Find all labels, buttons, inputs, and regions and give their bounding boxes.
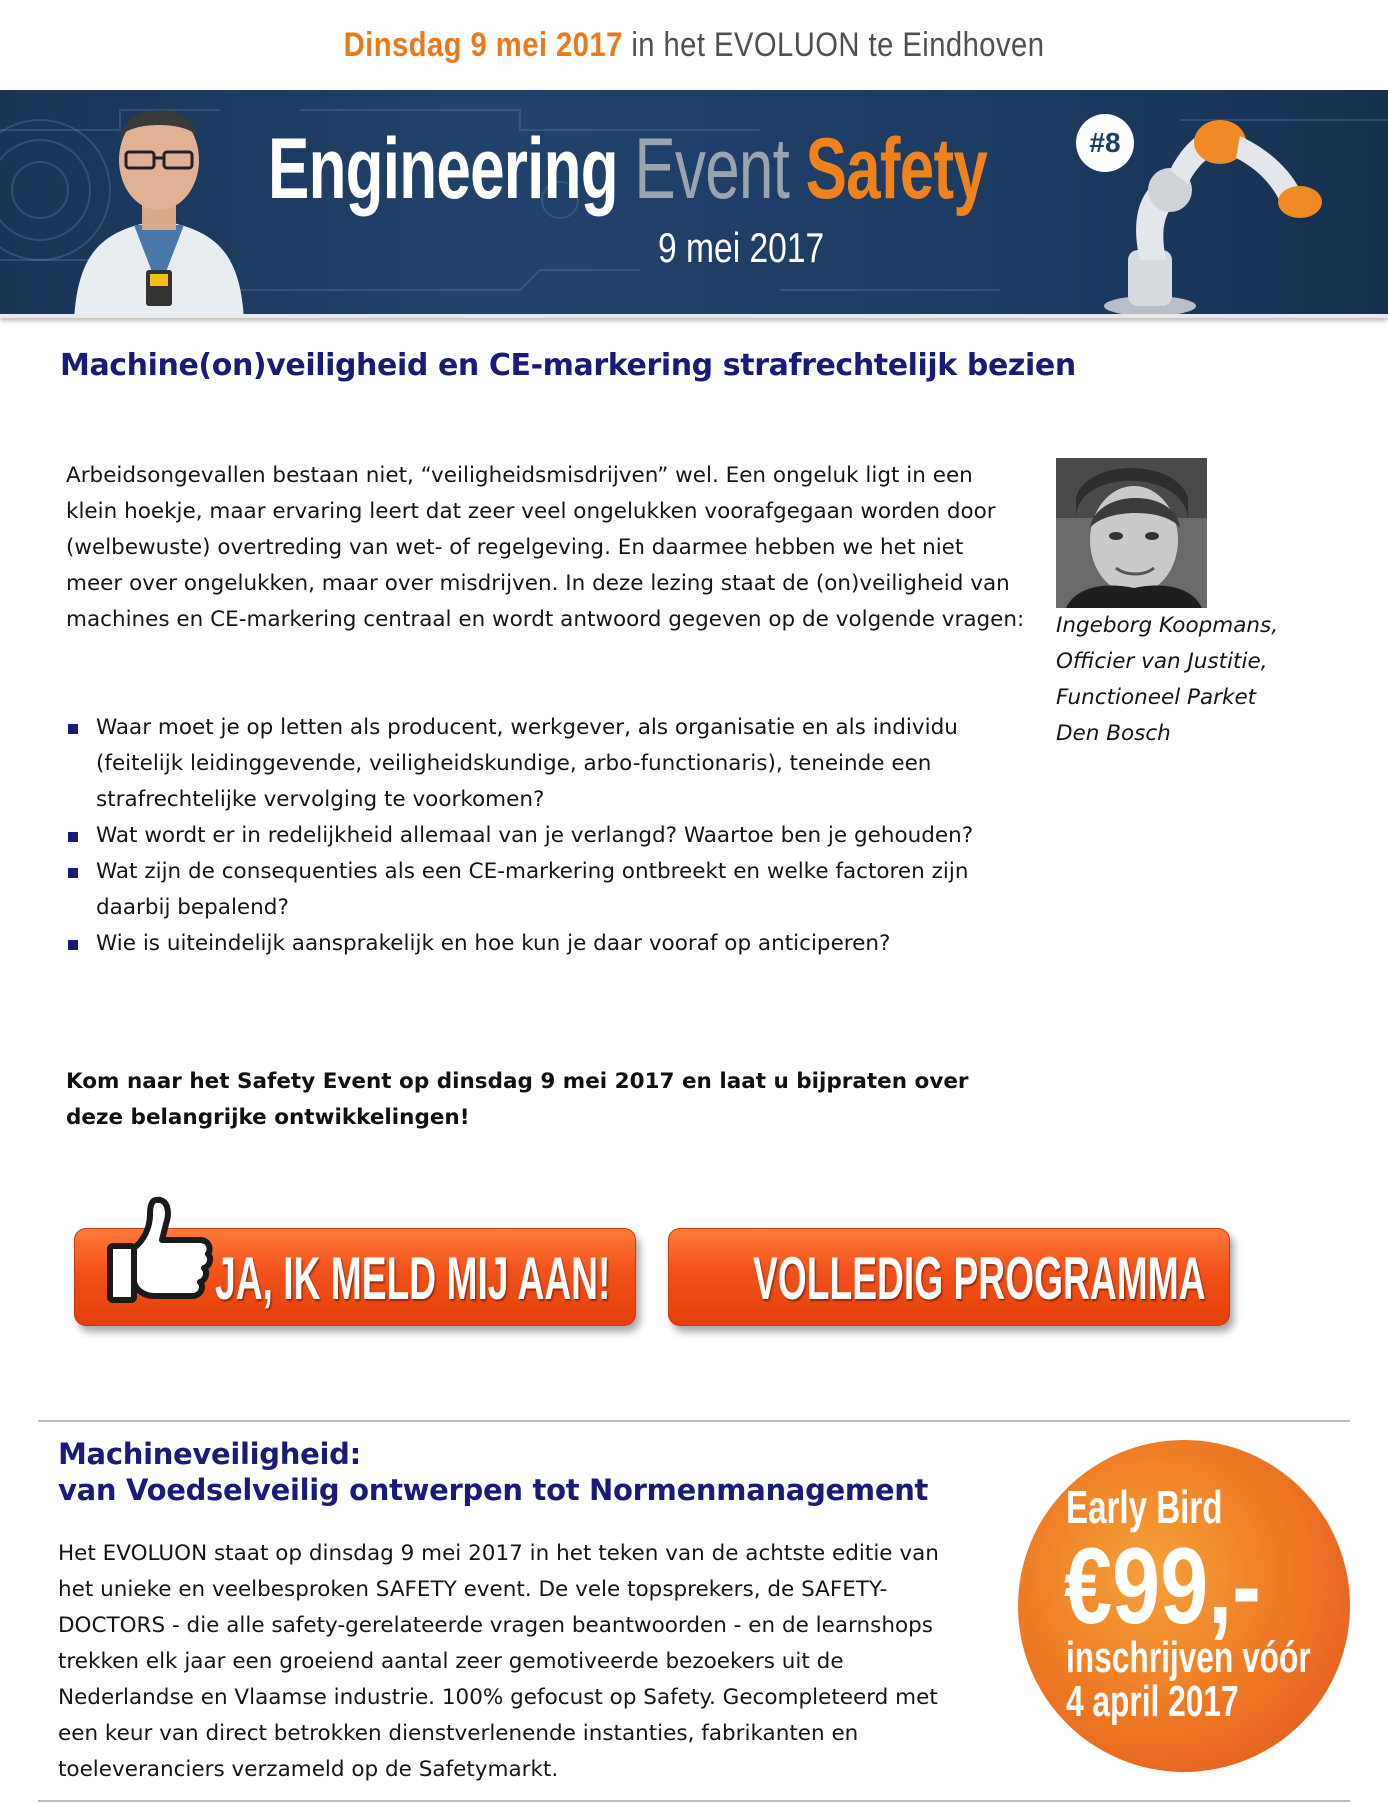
question-text: Wie is uiteindelijk aansprakelijk en hoe kun je daar vooraf op anticiperen?: [96, 931, 891, 956]
edition-badge: #8: [1076, 114, 1134, 172]
section2-title-line1: Machineveiligheid:: [58, 1437, 361, 1471]
event-date-highlight: Dinsdag 9 mei 2017: [343, 26, 623, 64]
section2-title: [58, 1436, 958, 1508]
square-bullet-icon: [68, 940, 78, 950]
section2-body: Het EVOLUON staat op dinsdag 9 mei 2017 in het teken van de achtste editie van het unieke en veelbesproken SAFETY event. De vele topsprekers, de SAFETY-DOCTORS - die alle safety-gerelateerde vragen beantwoorden - en de learnshops trekken elk jaar een groeiend aantal zeer gemotiveerde bezoekers uit de Nederlandse en Vlaamse industrie. 100% gefocust op Safety. Gecompleteerd met een keur van direct betrokken dienstverlenende instanties, fabrikanten en toeleveranciers verzameld op de Safetymarkt.: [58, 1541, 939, 1782]
full-program-button-label: VOLLEDIG PROGRAMMA: [753, 1245, 1206, 1312]
question-text: Wat wordt er in redelijkheid allemaal van je verlangd? Waartoe ben je gehouden?: [96, 823, 974, 848]
article-intro: Arbeidsongevallen bestaan niet, “veiligheidsmisdrijven” wel. Een ongeluk ligt in een klein hoekje, maar ervaring leert dat zeer veel ongelukken voorafgegaan worden door (welbewuste) overtreding van wet- of regelgeving. En daarmee hebben we het niet meer over ongelukken, maar over misdrijven. In deze lezing staat de (on)veiligheid van machines en CE-markering centraal en wordt antwoord gegeven op de volgende vragen:: [66, 463, 1025, 632]
thumbs-up-icon: [104, 1194, 214, 1314]
banner-title: [268, 121, 988, 217]
register-button-label: JA, IK MELD MIJ AAN!: [215, 1245, 611, 1312]
banner-title-safety: Safety: [805, 121, 988, 217]
banner-title-event: Event: [634, 121, 790, 217]
article-title: Machine(on)veiligheid en CE-markering strafrechtelijk bezien: [60, 348, 1076, 383]
square-bullet-icon: [68, 724, 78, 734]
question-text: Wat zijn de consequenties als een CE-markering ontbreekt en welke factoren zijn daarbij bepalend?: [96, 859, 969, 920]
footer-divider: [38, 1800, 1350, 1802]
call-to-action-text: Kom naar het Safety Event op dinsdag 9 mei 2017 en laat u bijpraten over deze belangrijke ontwikkelingen!: [66, 1069, 969, 1130]
early-bird-label: Early Bird: [1066, 1481, 1223, 1533]
section-divider: [38, 1420, 1350, 1422]
list-item: [66, 926, 1026, 962]
question-list: [66, 710, 1026, 962]
list-item: [66, 710, 1026, 818]
event-date-line: [97, 26, 1291, 65]
section2-title-line2: van Voedselveilig ontwerpen tot Normenmanagement: [58, 1473, 929, 1507]
banner-title-engineering: Engineering: [268, 121, 618, 217]
early-bird-price: €99,-: [1064, 1525, 1261, 1646]
event-location: in het EVOLUON te Eindhoven: [622, 26, 1045, 64]
speaker-photo: [1056, 458, 1207, 608]
robot-arm-illustration: [1100, 110, 1350, 314]
question-text: Waar moet je op letten als producent, werkgever, als organisatie en als individu (feitelijk leidinggevende, veiligheidskundige, arbo-functionaris), teneinde een strafrechtelijke vervolging te voorkomen?: [96, 715, 958, 812]
engineer-illustration: [64, 90, 254, 318]
early-bird-deadline: 4 april 2017: [1066, 1677, 1239, 1726]
speaker-portrait-graphic: [1056, 458, 1207, 608]
event-banner[interactable]: [0, 90, 1388, 318]
speaker-caption: Ingeborg Koopmans, Officier van Justitie, Functioneel Parket Den Bosch: [1056, 613, 1279, 746]
square-bullet-icon: [68, 868, 78, 878]
early-bird-register-before: inschrijven vóór: [1066, 1633, 1311, 1682]
square-bullet-icon: [68, 832, 78, 842]
list-item: [66, 818, 1026, 854]
early-bird-badge[interactable]: [1018, 1440, 1350, 1772]
banner-date: 9 mei 2017: [658, 224, 825, 271]
list-item: [66, 854, 1026, 926]
full-program-button[interactable]: [668, 1228, 1230, 1326]
